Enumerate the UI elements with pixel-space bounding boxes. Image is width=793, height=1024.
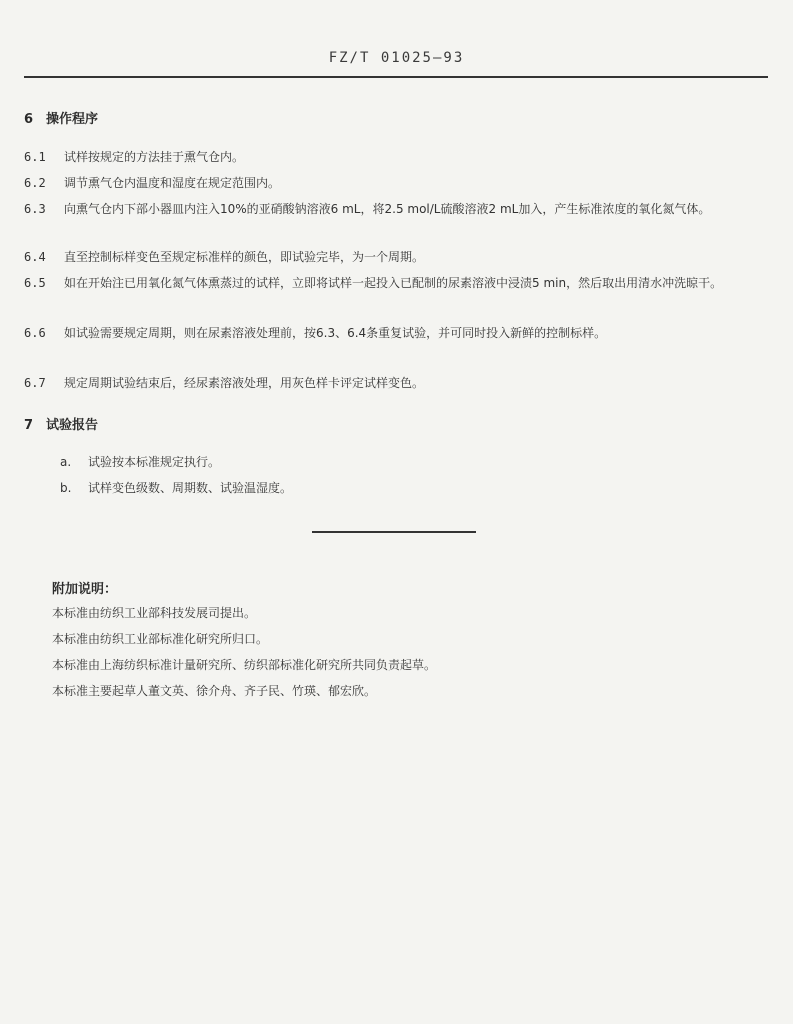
notes-title: 附加说明： xyxy=(52,582,118,597)
note-line: 本标准由纺织工业部标准化研究所归口。 xyxy=(52,632,269,646)
item-text: 规定周期试验结束后，经尿素溶液处理，用灰色样卡评定试样变色。 xyxy=(64,376,425,390)
section-6-title: 操作程序 xyxy=(46,112,99,127)
note-line: 本标准主要起草人董文英、徐介舟、齐子民、竹瑛、郁宏欣。 xyxy=(52,684,377,698)
note-line: 本标准由纺织工业部科技发展司提出。 xyxy=(52,606,257,620)
item-text: 如在开始注已用氧化氮气体熏蒸过的试样，立即将试样一起投入已配制的尿素溶液中浸渍5 min，然后取出用清水冲洗晾干。 xyxy=(64,276,723,290)
section-6-heading xyxy=(24,108,98,127)
list-item-7-b xyxy=(60,479,292,496)
list-item-6-1 xyxy=(24,146,774,168)
item-number: 6.5 xyxy=(24,276,46,290)
item-text: 调节熏气仓内温度和湿度在规定范围内。 xyxy=(64,176,281,190)
section-7-title: 试验报告 xyxy=(46,418,99,433)
list-item-6-3 xyxy=(24,198,774,220)
item-text: 向熏气仓内下部小器皿内注入10%的亚硝酸钠溶液6 mL，将2.5 mol/L硫酸溶液2 mL加入，产生标准浓度的氧化氮气体。 xyxy=(64,202,711,216)
item-number: 6.2 xyxy=(24,176,46,190)
item-number: 6.4 xyxy=(24,250,46,264)
list-item-6-6 xyxy=(24,322,774,344)
section-7-heading xyxy=(24,414,98,433)
list-item-6-4 xyxy=(24,246,774,268)
item-number: a. xyxy=(60,455,72,469)
item-text: 试样变色级数、周期数、试验温湿度。 xyxy=(88,481,293,495)
end-divider xyxy=(312,531,476,533)
item-number: 6.7 xyxy=(24,376,46,390)
list-item-7-a xyxy=(60,453,220,470)
item-text: 试验按本标准规定执行。 xyxy=(88,455,221,469)
standard-code: FZ/T 01025—93 xyxy=(328,50,465,66)
section-7-number: 7 xyxy=(24,418,34,433)
note-line: 本标准由上海纺织标准计量研究所、纺织部标准化研究所共同负责起草。 xyxy=(52,658,437,672)
item-text: 直至控制标样变色至规定标准样的颜色，即试验完毕，为一个周期。 xyxy=(64,250,425,264)
section-6-number: 6 xyxy=(24,112,34,127)
item-number: 6.3 xyxy=(24,202,46,216)
list-item-6-5 xyxy=(24,272,774,294)
item-number: 6.6 xyxy=(24,326,46,340)
list-item-6-7 xyxy=(24,372,774,394)
header-rule xyxy=(24,76,768,78)
item-text: 试样按规定的方法挂于熏气仓内。 xyxy=(64,150,245,164)
item-number: 6.1 xyxy=(24,150,46,164)
item-text: 如试验需要规定周期，则在尿素溶液处理前，按6.3、6.4条重复试验，并可同时投入新鲜的控制标样。 xyxy=(64,326,607,340)
list-item-6-2 xyxy=(24,172,774,194)
item-number: b. xyxy=(60,481,72,495)
